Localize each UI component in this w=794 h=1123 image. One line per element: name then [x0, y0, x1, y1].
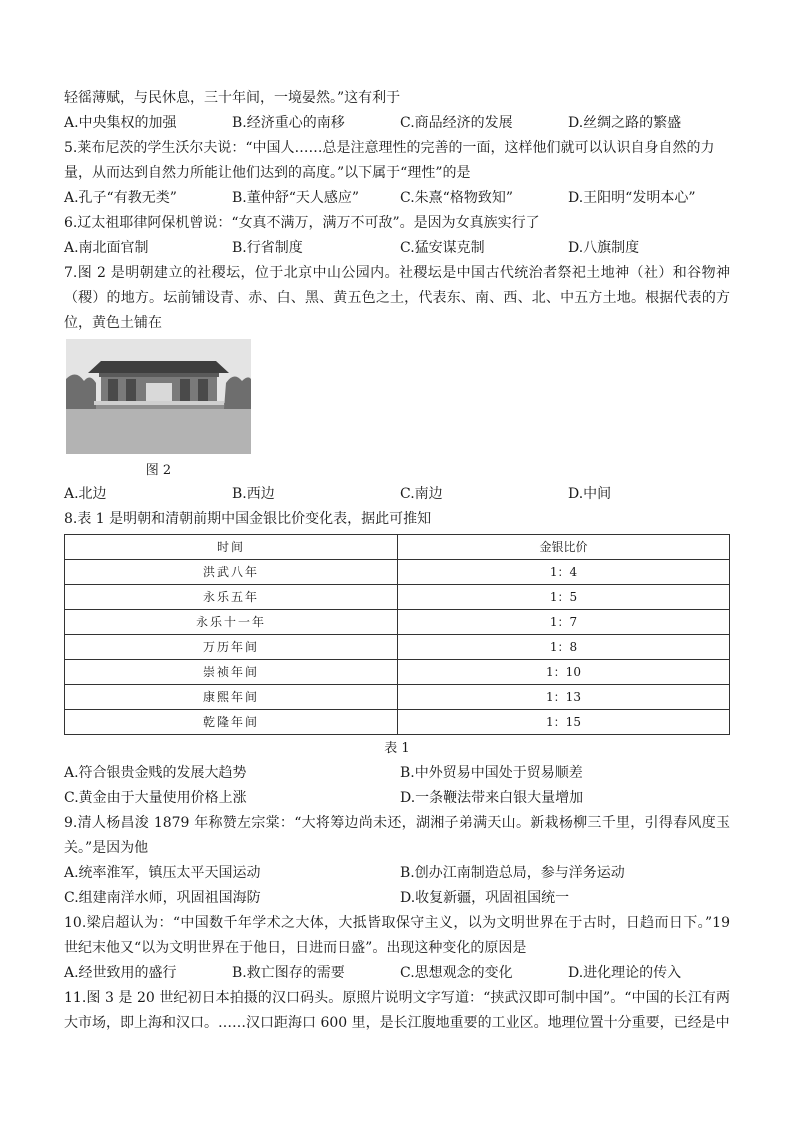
table-header-ratio: 金银比价	[398, 535, 730, 560]
q5-option-c: C.朱熹“格物致知”	[400, 190, 513, 206]
q6-option-b: B.行省制度	[232, 240, 303, 256]
q7-stem: 7.图 2 是明朝建立的社稷坛，位于北京中山公园内。社稷坛是中国古代统治者祭祀土地神（社）和谷物神（稷）的地方。坛前铺设青、赤、白、黑、黄五色之土，代表东、南、西、北、中五方土地。根据代表的方位，黄色土铺在	[64, 265, 730, 331]
q8-stem: 8.表 1 是明朝和清朝前期中国金银比价变化表，据此可推知	[64, 511, 432, 527]
q4-stem-tail: 轻徭薄赋，与民休息，三十年间，一境晏然。”这有利于	[64, 90, 401, 106]
table-cell-time: 乾隆年间	[65, 710, 398, 735]
table-cell-time: 洪武八年	[65, 560, 398, 585]
q10-option-c: C.思想观念的变化	[400, 965, 513, 981]
q8-options-row-2	[64, 786, 730, 811]
q5-option-d: D.王阳明“发明本心”	[568, 190, 696, 206]
q10-option-b: B.救亡图存的需要	[232, 965, 345, 981]
table-cell-ratio: 1：5	[398, 585, 730, 610]
q4-options	[64, 111, 730, 136]
q7-option-d: D.中间	[568, 486, 612, 502]
q7-option-c: C.南边	[400, 486, 443, 502]
table-header-time: 时间	[65, 535, 398, 560]
table-cell-ratio: 1：7	[398, 610, 730, 635]
q5-option-a: A.孔子“有教无类”	[64, 190, 177, 206]
q5-option-b: B.董仲舒“天人感应”	[232, 190, 360, 206]
q7-option-a: A.北边	[64, 486, 107, 502]
q10-option-a: A.经世致用的盛行	[64, 965, 177, 981]
q10-options	[64, 961, 730, 986]
table-1	[64, 534, 730, 735]
table-row	[65, 610, 730, 635]
q5-stem-line-1: 5.莱布尼茨的学生沃尔夫说：“中国人……总是注意理性的完善的一面，这样他们就可以认识自身自然的力	[64, 140, 715, 156]
table-row	[65, 685, 730, 710]
table-cell-time: 康熙年间	[65, 685, 398, 710]
altar-photo-drawing	[66, 339, 251, 454]
q6-stem: 6.辽太祖耶律阿保机曾说：“女真不满万，满万不可敌”。是因为女真族实行了	[64, 215, 540, 231]
q7-options	[64, 482, 730, 507]
q6-options	[64, 236, 730, 261]
table-cell-ratio: 1：10	[398, 660, 730, 685]
q8-options-row-1	[64, 761, 730, 786]
q4-option-c: C.商品经济的发展	[400, 115, 513, 131]
q7-option-b: B.西边	[232, 486, 275, 502]
q8-option-b: B.中外贸易中国处于贸易顺差	[400, 765, 583, 781]
q9-option-b: B.创办江南制造总局，参与洋务运动	[400, 865, 625, 881]
table-row	[65, 585, 730, 610]
table-header-row	[65, 535, 730, 560]
q4-option-b: B.经济重心的南移	[232, 115, 345, 131]
table-row	[65, 660, 730, 685]
q4-option-a: A.中央集权的加强	[64, 115, 177, 131]
altar-photo	[66, 339, 251, 454]
figure-2-caption: 图 2	[145, 463, 172, 478]
q9-option-c: C.组建南洋水师，巩固祖国海防	[64, 890, 261, 906]
table-cell-time: 永乐十一年	[65, 610, 398, 635]
table-cell-ratio: 1：15	[398, 710, 730, 735]
q11-stem: 11.图 3 是 20 世纪初日本拍摄的汉口码头。原照片说明文字写道：“挟武汉即可制中国”。“中国的长江有两大市场，即上海和汉口。……汉口距海口 600 里，是长江腹地重要的工业区。地理位置十分重要，已经是中	[64, 990, 730, 1031]
q8-option-c: C.黄金由于大量使用价格上涨	[64, 790, 247, 806]
table-row	[65, 635, 730, 660]
table-cell-ratio: 1：4	[398, 560, 730, 585]
table-row	[65, 560, 730, 585]
table-row	[65, 710, 730, 735]
table-cell-time: 崇祯年间	[65, 660, 398, 685]
table-1-caption: 表 1	[384, 741, 410, 756]
table-cell-ratio: 1：8	[398, 635, 730, 660]
q8-option-d: D.一条鞭法带来白银大量增加	[400, 790, 584, 806]
table-cell-time: 永乐五年	[65, 585, 398, 610]
q5-stem-line-2: 量，从而达到自然力所能让他们达到的高度。”以下属于“理性”的是	[64, 165, 471, 181]
q10-option-d: D.进化理论的传入	[568, 965, 682, 981]
q6-option-d: D.八旗制度	[568, 240, 640, 256]
table-cell-time: 万历年间	[65, 635, 398, 660]
q9-option-d: D.收复新疆，巩固祖国统一	[400, 890, 570, 906]
q9-options-row-1	[64, 861, 730, 886]
q9-option-a: A.统率淮军，镇压太平天国运动	[64, 865, 261, 881]
q10-stem: 10.梁启超认为：“中国数千年学术之大体，大抵皆取保守主义，以为文明世界在于古时，日趋而日下。”19 世纪末他又“以为文明世界在于他日，日进而日盛”。出现这种变化的原因是	[64, 915, 730, 956]
q6-option-a: A.南北面官制	[64, 240, 149, 256]
figure-2	[66, 339, 730, 482]
q9-options-row-2	[64, 886, 730, 911]
q8-option-a: A.符合银贵金贱的发展大趋势	[64, 765, 247, 781]
table-cell-ratio: 1：13	[398, 685, 730, 710]
q9-stem: 9.清人杨昌浚 1879 年称赞左宗棠：“大将筹边尚未还，湖湘子弟满天山。新栽杨柳三千里，引得春风度玉关。”是因为他	[64, 815, 730, 856]
q6-option-c: C.猛安谋克制	[400, 240, 485, 256]
q4-option-d: D.丝绸之路的繁盛	[568, 115, 682, 131]
q5-options	[64, 186, 730, 211]
